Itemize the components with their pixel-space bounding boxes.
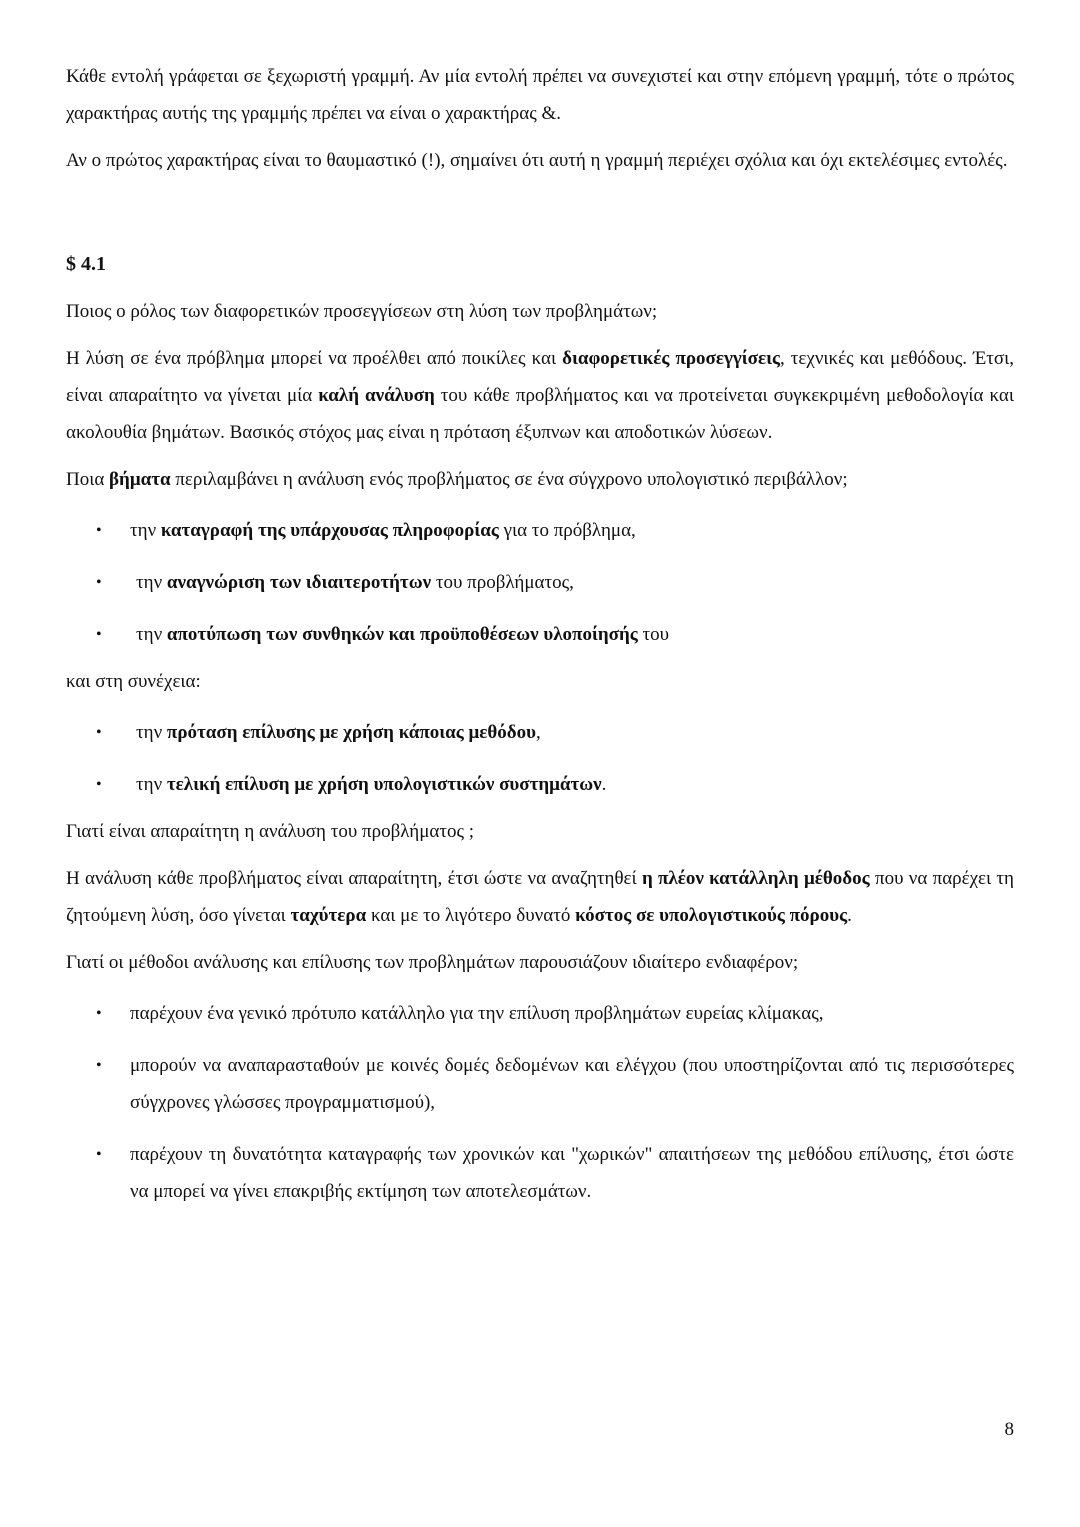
section-heading: $ 4.1 <box>66 253 106 275</box>
bullet-icon: • <box>96 626 102 643</box>
bullet-icon: • <box>96 1146 102 1163</box>
list-item <box>66 616 1014 653</box>
question-steps <box>66 461 1014 498</box>
answer-approaches <box>66 340 1014 451</box>
answer-bold: η πλέον κατάλληλη μέθοδος <box>641 868 870 889</box>
answer-text: του κάθε προβλήματος και να προτείνεται συγκεκριμένη μεθοδολογία και ακολουθία βημάτων. Βασικός στόχος μας είναι η πρόταση έξυπνων και αποδοτικών λύσεων. <box>66 385 1014 443</box>
list-item <box>66 1047 1014 1121</box>
list-item <box>66 1136 1014 1210</box>
list-item <box>66 564 1014 601</box>
answer-text: και με το λιγότερο δυνατό <box>366 905 576 926</box>
answer-bold: διαφορετικές προσεγγίσεις <box>562 348 781 369</box>
list-item <box>66 766 1014 803</box>
list-item <box>66 512 1014 549</box>
page-number: 8 <box>1004 1419 1014 1440</box>
bullet-icon: • <box>96 776 102 793</box>
bullet-icon: • <box>96 724 102 741</box>
item-text: την <box>130 520 161 541</box>
question-text: περιλαμβάνει η ανάλυση ενός προβλήματος σε ένα σύγχρονο υπολογιστικό περιβάλλον; <box>170 469 848 490</box>
answer-bold: ταχύτερα <box>290 905 367 926</box>
answer-text: Η λύση σε ένα πρόβλημα μπορεί να προέλθει από ποικίλες και <box>66 348 563 369</box>
answer-text: . <box>847 905 852 926</box>
answer-text: που να παρέχει τη ζητούμενη λύση, όσο γίνεται <box>66 868 1014 926</box>
list-item <box>66 714 1014 751</box>
bullet-icon: • <box>96 574 102 591</box>
answer-bold: καλή ανάλυση <box>318 385 435 406</box>
question-why-methods: Γιατί οι μέθοδοι ανάλυσης και επίλυσης των προβλημάτων παρουσιάζουν ιδιαίτερο ενδιαφέρον; <box>66 952 799 973</box>
item-bold: πρόταση επίλυσης με χρήση κάποιας μεθόδου <box>166 722 537 743</box>
item-text: μπορούν να αναπαρασταθούν με κοινές δομές δεδομένων και ελέγχου (που υποστηρίζονται από τις περισσότερες σύγχρονες γλώσσες προγραμματισμού), <box>130 1055 1014 1113</box>
answer-text: , τεχνικές και μεθόδους. Έτσι, είναι απαραίτητο να γίνεται μία <box>66 348 1015 406</box>
item-text: του <box>637 624 670 645</box>
item-text: παρέχουν τη δυνατότητα καταγραφής των χρονικών και "χωρικών" απαιτήσεων της μεθόδου επίλυσης, έτσι ώστε να μπορεί να γίνει επακριβής εκτίμηση των αποτελεσμάτων. <box>130 1144 1014 1202</box>
question-why-analysis: Γιατί είναι απαραίτητη η ανάλυση του προβλήματος ; <box>66 821 475 842</box>
item-text: . <box>601 774 607 795</box>
intro-paragraph-1: Κάθε εντολή γράφεται σε ξεχωριστή γραμμή. Αν μία εντολή πρέπει να συνεχιστεί και στην επόμενη γραμμή, τότε ο πρώτος χαρακτήρας αυτής της γραμμής πρέπει να είναι ο χαρακτήρας &. <box>66 66 1014 124</box>
question-bold: βήματα <box>109 469 171 490</box>
question-approaches: Ποιος ο ρόλος των διαφορετικών προσεγγίσεων στη λύση των προβλημάτων; <box>66 301 658 322</box>
intro-paragraph-2: Αν ο πρώτος χαρακτήρας είναι το θαυμαστικό (!), σημαίνει ότι αυτή η γραμμή περιέχει σχόλια και όχι εκτελέσιμες εντολές. <box>66 150 1008 171</box>
item-text: παρέχουν ένα γενικό πρότυπο κατάλληλο για την επίλυση προβλημάτων ευρείας κλίμακας, <box>130 1003 824 1024</box>
answer-text: Η ανάλυση κάθε προβλήματος είναι απαραίτητη, έτσι ώστε να αναζητηθεί <box>66 868 642 889</box>
item-text: του προβλήματος, <box>431 572 574 593</box>
question-text: Ποια <box>66 469 110 490</box>
then-label: και στη συνέχεια: <box>66 671 201 692</box>
item-bold: τελική επίλυση με χρήση υπολογιστικών συστημάτων <box>166 774 602 795</box>
item-text: την <box>136 624 167 645</box>
bullet-icon: • <box>96 1005 102 1022</box>
item-text: την <box>136 572 167 593</box>
item-text: την <box>136 722 167 743</box>
analysis-steps-list <box>66 512 1014 653</box>
item-bold: αποτύπωση των συνθηκών και προϋποθέσεων υλοποίησής <box>166 624 638 645</box>
bullet-icon: • <box>96 522 102 539</box>
bullet-icon: • <box>96 1057 102 1074</box>
reasons-list <box>66 995 1014 1210</box>
solution-steps-list <box>66 714 1014 803</box>
item-text: , <box>536 722 541 743</box>
item-text: την <box>136 774 167 795</box>
item-text: για το πρόβλημα, <box>498 520 636 541</box>
item-bold: καταγραφή της υπάρχουσας πληροφορίας <box>160 520 499 541</box>
answer-why-analysis <box>66 860 1014 934</box>
list-item <box>66 995 1014 1032</box>
item-bold: αναγνώριση των ιδιαιτεροτήτων <box>166 572 432 593</box>
answer-bold: κόστος σε υπολογιστικούς πόρους <box>575 905 848 926</box>
